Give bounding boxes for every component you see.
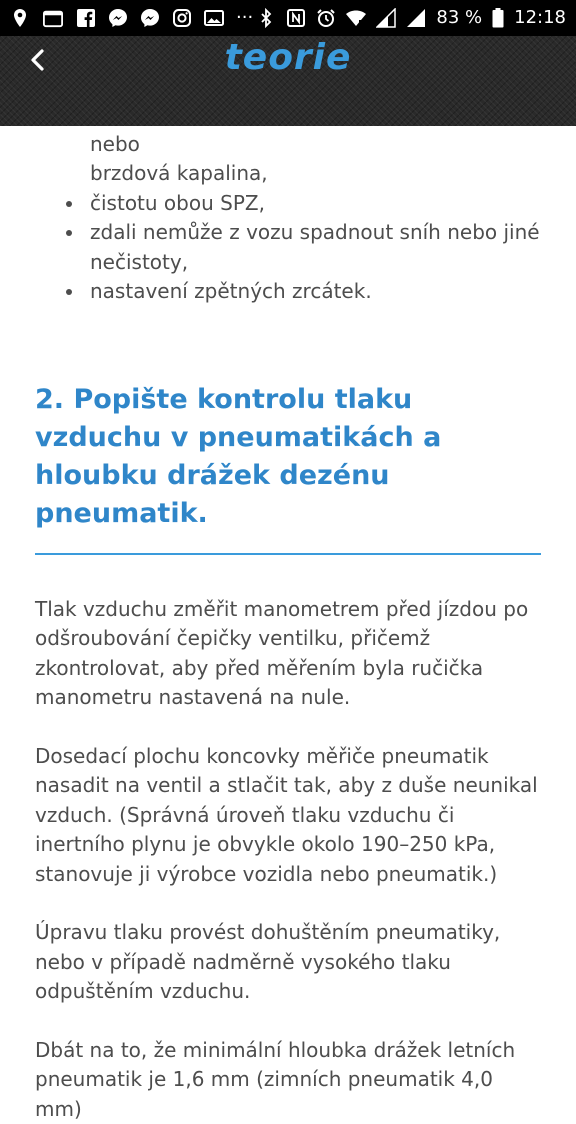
battery-level: 83 % — [436, 8, 482, 28]
app-logo: teorie — [0, 36, 576, 80]
calendar-icon — [42, 8, 64, 28]
alarm-icon — [316, 8, 336, 28]
gallery-icon — [204, 8, 224, 28]
list-item: nastavení zpětných zrcátek. — [90, 277, 541, 307]
more-notifications: ··· — [236, 8, 253, 28]
messenger-icon — [108, 8, 128, 28]
battery-icon — [492, 8, 504, 28]
app-header — [0, 36, 576, 126]
paragraph: Dosedací plochu koncovky měřiče pneumatik nasadit na ventil a stlačit tak, aby z duše neunikal vzduch. (Správná úroveň tlaku vzduchu či inertního plynu je obvykle okolo 190–250 kPa, stanovuje ji výrobce vozidla nebo pneumatik.) — [35, 742, 541, 890]
system-icons — [256, 8, 566, 28]
question-heading: 2. Popište kontrolu tlaku vzduchu v pneumatikách a hloubku drážek dezénu pneumatik. — [35, 381, 541, 555]
wifi-icon — [346, 8, 366, 28]
answer-text — [35, 595, 541, 1124]
article-content — [0, 100, 576, 1124]
paragraph: Tlak vzduchu změřit manometrem před jízdou po odšroubování čepičky ventilku, přičemž zkontrolovat, aby před měřením byla ručička manometru nastavená na nule. — [35, 595, 541, 713]
signal-icon — [376, 8, 396, 28]
clock: 12:18 — [514, 8, 566, 28]
list-item: brzdová kapalina, — [90, 159, 541, 189]
location-pin-icon — [10, 8, 30, 28]
status-bar — [0, 0, 576, 36]
paragraph: Dbát na to, že minimální hloubka drážek letních pneumatik je 1,6 mm (zimních pneumatik 4,0 mm) — [35, 1036, 541, 1124]
nfc-icon — [286, 8, 306, 28]
signal-icon — [406, 8, 426, 28]
bluetooth-icon — [256, 8, 276, 28]
list-item: čistotu obou SPZ, — [90, 189, 541, 219]
list-item: zdali nemůže z vozu spadnout sníh nebo jiné nečistoty, — [90, 218, 541, 277]
paragraph: Úpravu tlaku provést dohuštěním pneumatiky, nebo v případě nadměrně vysokého tlaku odpuštěním vzduchu. — [35, 918, 541, 1007]
facebook-icon — [76, 8, 96, 28]
instagram-icon — [172, 8, 192, 28]
notification-icons — [10, 8, 253, 28]
list-item: nebo — [90, 100, 541, 159]
messenger-icon — [140, 8, 160, 28]
checklist — [35, 100, 541, 307]
